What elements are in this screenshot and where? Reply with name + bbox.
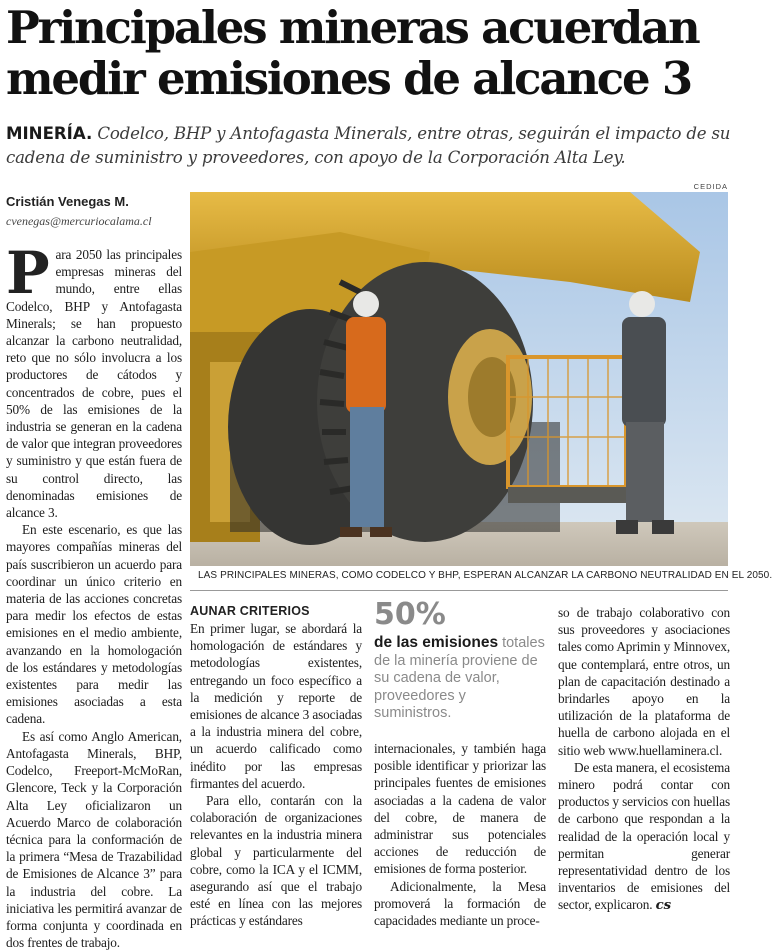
subheading: AUNAR CRITERIOS [190,604,310,618]
paragraph-last [558,759,730,915]
paragraph: Para ello, contarán con la colaboración de organizaciones relevantes en la industria minera global y particularmente del cobre, como la ICA y el ICMM, asegurando así que el trabajo esté en línea con las mejores prácticas y estándares [190,793,362,929]
stat-callout [374,598,546,723]
paragraph-text: ara 2050 las principales empresas mineras del mundo, entre ellas Codelco, BHP y Antofagasta Minerals; se han propuesto alcanzar la carbono neutralidad, reto que no sólo involucra a los productores de cátodos y concentrados de cobre, pues el 50% de las emisiones de la industria se generan en la cadena de valor que integran proveedores y suministro y que están fuera de su control directo, las denominadas emisiones de alcance 3. [6,247,182,521]
article-column-1 [6,239,182,951]
article-column-3 [374,740,546,929]
author-email: cvenegas@mercuriocalama.cl [6,214,152,228]
paragraph: Adicionalmente, la Mesa promoverá la formación de capacidades mediante un proce- [374,878,546,929]
drop-cap: P [6,239,50,307]
first-paragraph [6,239,182,521]
paragraph: En primer lugar, se abordará la homologación de estándares y metodologías existentes, entregando un foco específico a la medición y reporte de emisiones de alcance 3 asociadas a la industria minera del cobre, un acuerdo calificado como inédito por las empresas firmantes del acuerdo. [190,621,362,791]
stat-bold-text: de las emisiones [374,634,499,651]
paragraph: En este escenario, es que las mayores compañías mineras del país suscribieron un acuerdo para coordinar un único criterio en materia de las acciones concretas para medir los efectos de estas emisiones en el medio ambiente, avanzando en la homologación de los estándares y metodologías existentes para medir las emisiones asociadas a esta cadena. [6,522,182,727]
lead-text: Codelco, BHP y Antofagasta Minerals, entre otras, seguirán el impacto de su cadena de suministro y proveedores, con apoyo de la Corporación Alta Ley. [6,124,731,167]
caption-divider [190,590,728,591]
section-kicker: MINERÍA. [6,124,93,143]
author-name: Cristián Venegas M. [6,194,129,209]
stat-rest-text: totales de la minería proviene de su cadena de valor, proveedores y suministros. [374,635,545,721]
stat-description [374,634,546,723]
article-column-2 [190,603,362,930]
paragraph-text: De esta manera, el ecosistema minero podrá contar con productos y servicios con huellas de carbono que respondan a la realidad de la operación local y permitan generar representatividad dentro de los inventarios de emisiones del sector, explicaron. [558,759,730,913]
article-photo [190,192,728,566]
stat-number: 50% [374,597,446,632]
photo-credit: CEDIDA [693,182,728,191]
photo-caption: LAS PRINCIPALES MINERAS, COMO CODELCO Y BHP, ESPERAN ALCANZAR LA CARBONO NEUTRALIDAD EN EL 2050. [198,570,772,581]
article-column-4 [558,604,730,915]
mining-truck-photo [190,192,728,566]
paragraph: internacionales, y también haga posible identificar y priorizar las principales fuentes de emisiones asociadas a la cadena de valor del cobre, de manera de administrar sus potenciales acciones de reducción de emisiones de forma posterior. [374,741,546,877]
paragraph: so de trabajo colaborativo con sus proveedores y asociaciones tales como Aprimin y Minnovex, que contemplará, entre otros, un plan de capacitación destinado a brindarles apoyo en la utilización de la plataforma de huella de carbono alojada en el sitio web www.huellaminera.cl. [558,605,730,758]
headline: Principales mineras acuerdan medir emisiones de alcance 3 [6,1,699,105]
paragraph: Es así como Anglo American, Antofagasta Minerals, BHP, Codelco, Freeport-McMoRan, Glencore, Teck y la Corporación Alta Ley oficializaron un Acuerdo Marco de colaboración técnica para la conformación de la primera “Mesa de Trazabilidad de Emisiones de Alcance 3” para la industria del cobre. La iniciativa les permitirá avanzar de forma conjunta y coordinada en dos frentes de trabajo. [6,728,182,951]
end-mark: cs [655,898,671,914]
lead-paragraph [6,122,736,170]
